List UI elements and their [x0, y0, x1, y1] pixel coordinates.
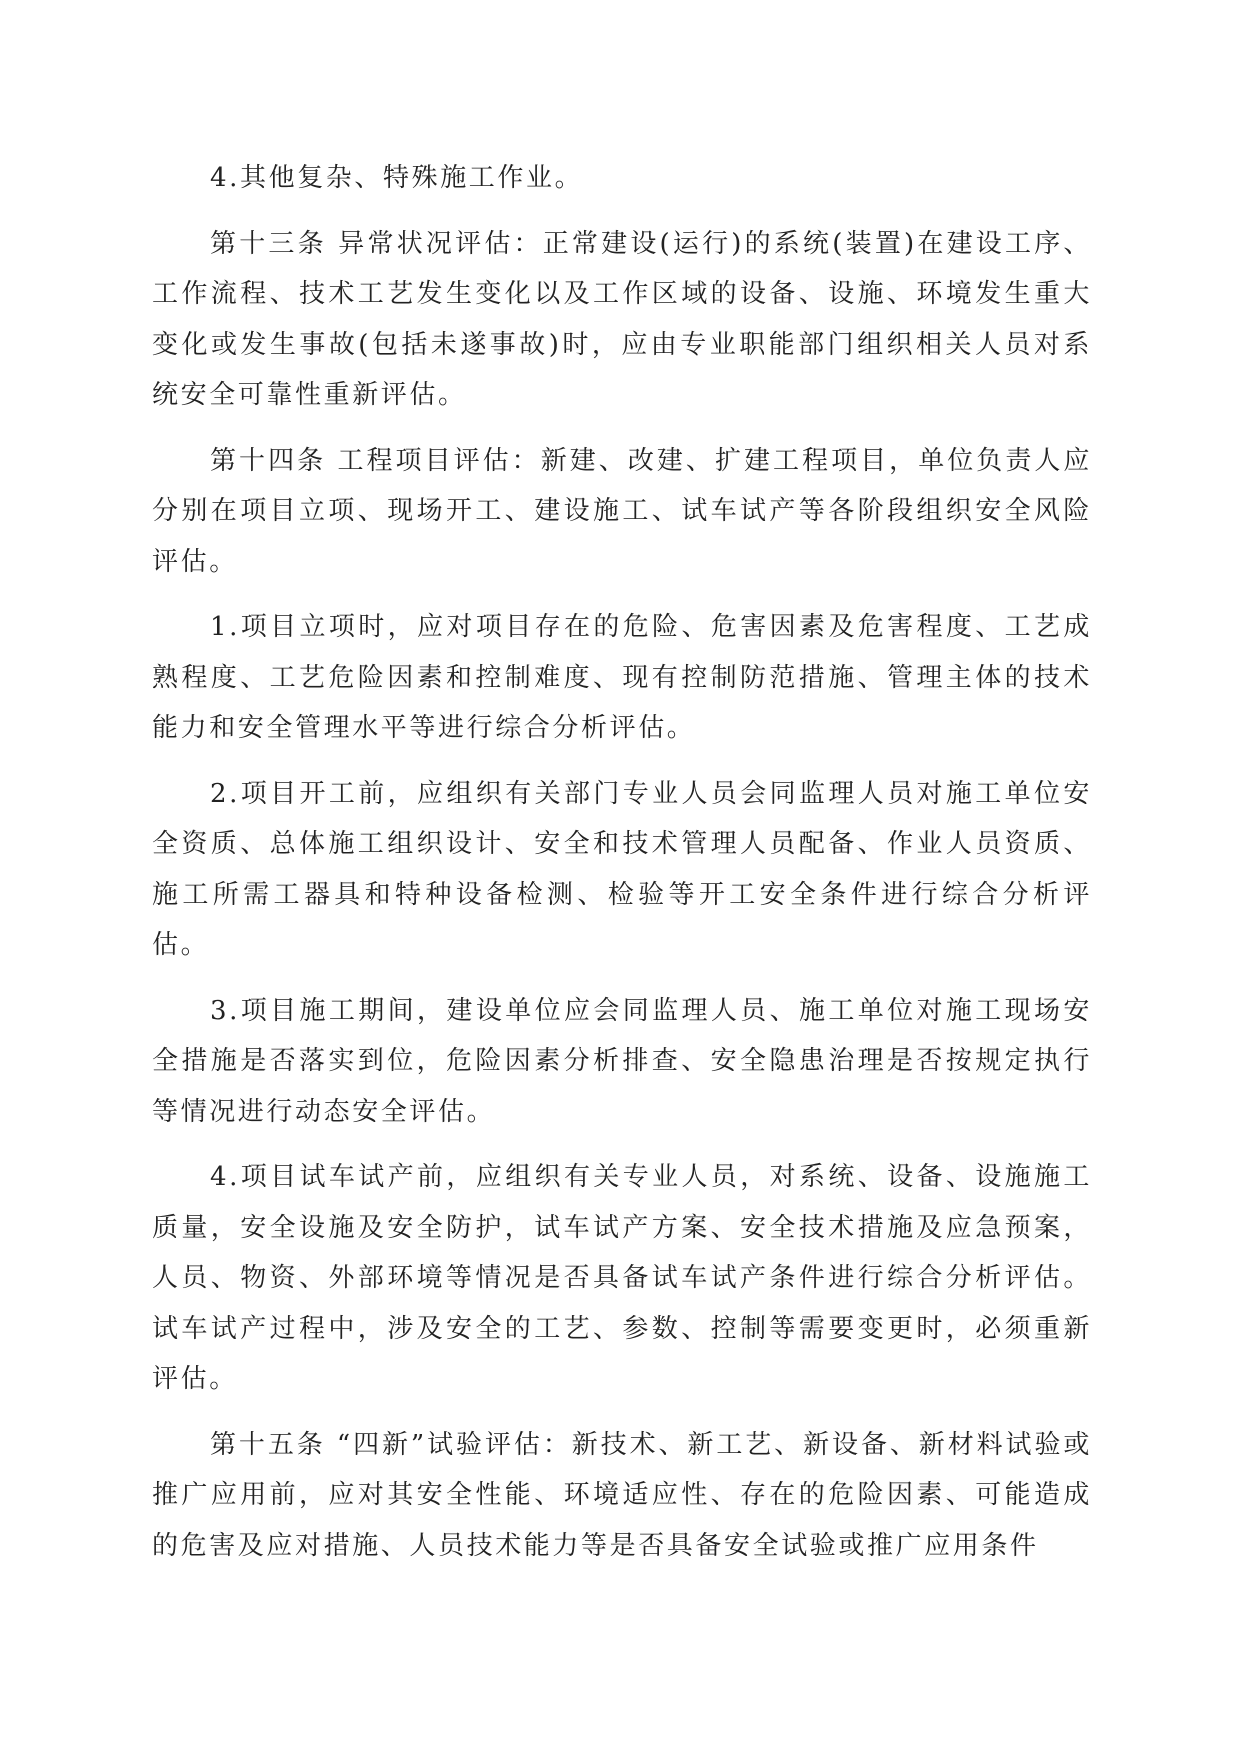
document-body	[152, 153, 1092, 1586]
paragraph-item-1: 1.项目立项时，应对项目存在的危险、危害因素及危害程度、工艺成熟程度、工艺危险因素和控制难度、现有控制防范措施、管理主体的技术能力和安全管理水平等进行综合分析评估。	[152, 612, 1092, 743]
paragraph-item-4: 4.项目试车试产前，应组织有关专业人员，对系统、设备、设施施工质量，安全设施及安全防护，试车试产方案、安全技术措施及应急预案，人员、物资、外部环境等情况是否具备试车试产条件进行综合分析评估。试车试产过程中，涉及安全的工艺、参数、控制等需要变更时，必须重新评估。	[152, 1162, 1092, 1394]
paragraph-article-14: 第十四条 工程项目评估：新建、改建、扩建工程项目，单位负责人应分别在项目立项、现场开工、建设施工、试车试产等各阶段组织安全风险评估。	[152, 445, 1092, 577]
paragraph-item-4-other: 4.其他复杂、特殊施工作业。	[210, 163, 584, 193]
paragraph-article-13: 第十三条 异常状况评估：正常建设(运行)的系统(装置)在建设工序、工作流程、技术工艺发生变化以及工作区域的设备、设施、环境发生重大变化或发生事故(包括未遂事故)时，应由专业职能部门组织相关人员对系统安全可靠性重新评估。	[152, 228, 1092, 410]
paragraph-item-2: 2.项目开工前，应组织有关部门专业人员会同监理人员对施工单位安全资质、总体施工组织设计、安全和技术管理人员配备、作业人员资质、施工所需工器具和特种设备检测、检验等开工安全条件进行综合分析评估。	[152, 778, 1092, 960]
paragraph-article-15: 第十五条 “四新”试验评估：新技术、新工艺、新设备、新材料试验或推广应用前，应对其安全性能、环境适应性、存在的危险因素、可能造成的危害及应对措施、人员技术能力等是否具备安全试验或推广应用条件	[152, 1429, 1092, 1561]
paragraph-item-3: 3.项目施工期间，建设单位应会同监理人员、施工单位对施工现场安全措施是否落实到位，危险因素分析排查、安全隐患治理是否按规定执行等情况进行动态安全评估。	[152, 995, 1092, 1127]
